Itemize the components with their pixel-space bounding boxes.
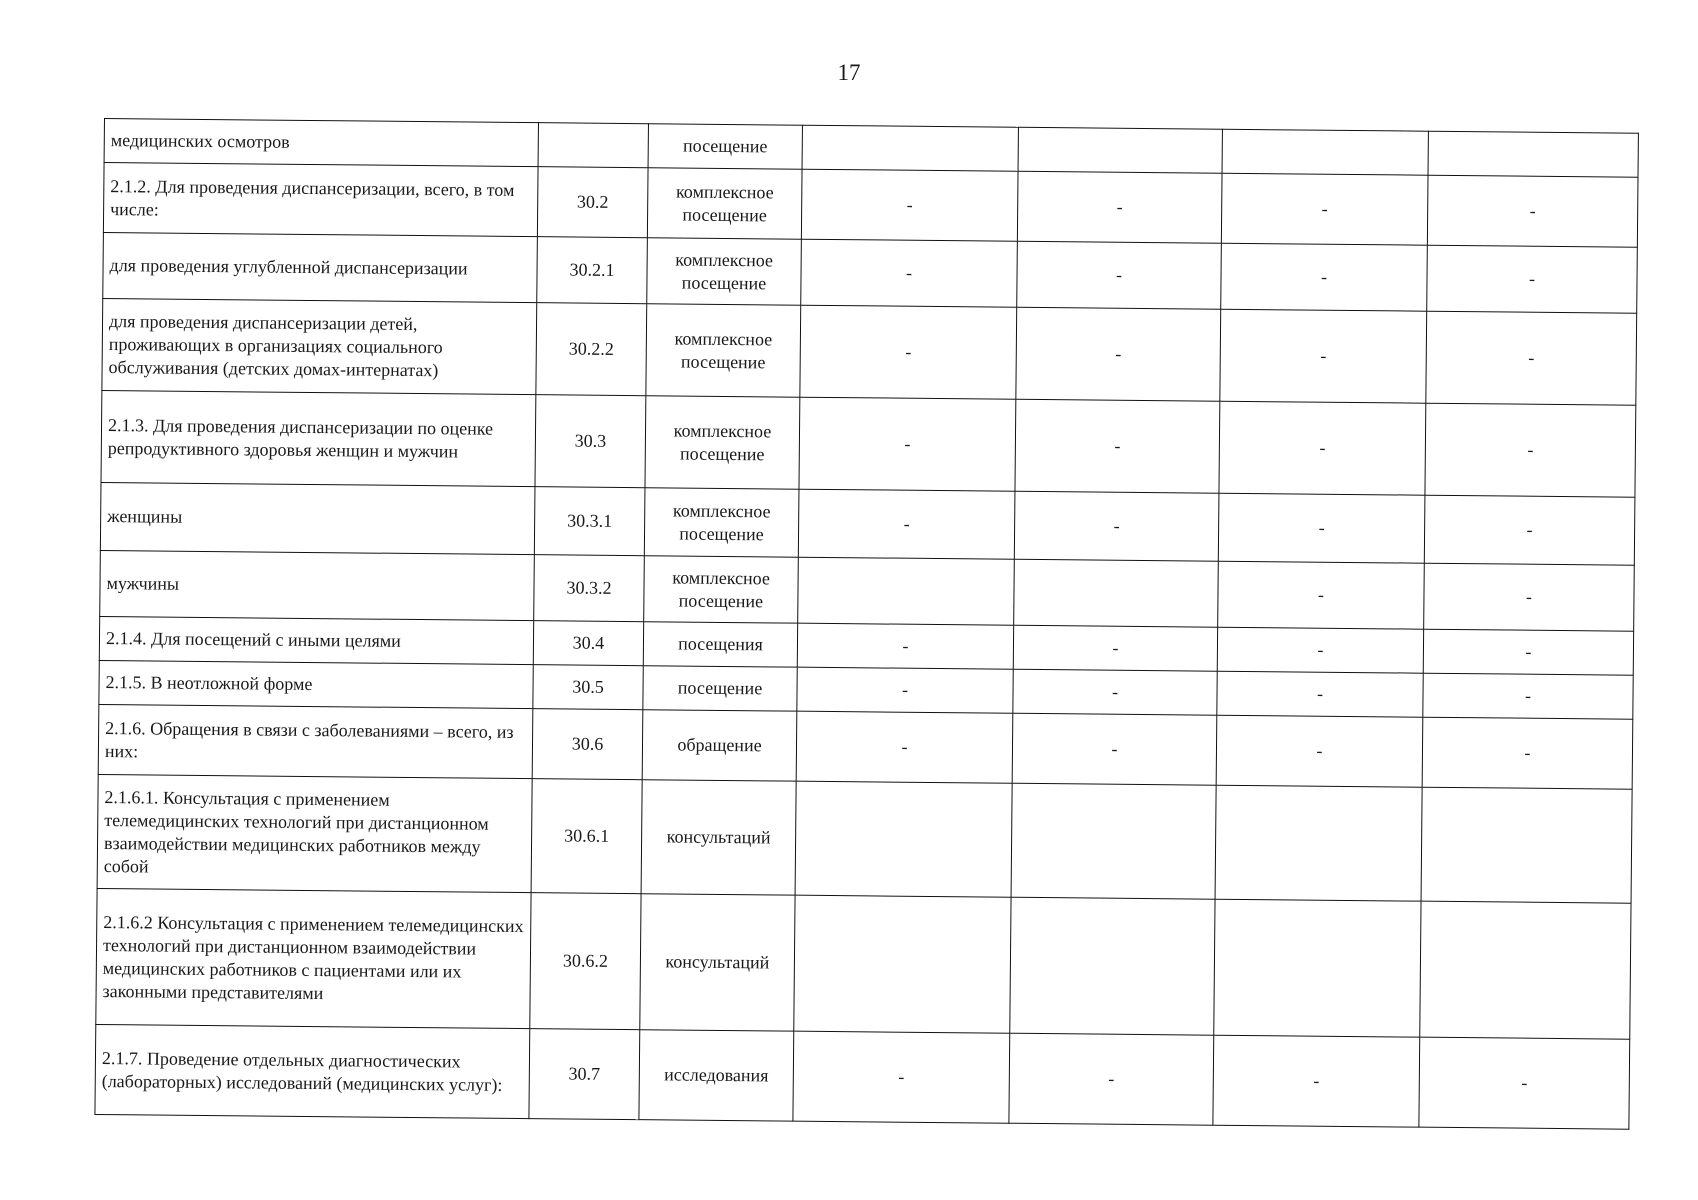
value-cell: - [1424,495,1635,565]
row-code: 30.6 [532,709,643,780]
value-cell [802,125,1018,171]
row-code: 30.4 [533,621,643,666]
row-label: для проведения диспансеризации детей, проживающих в организациях социального обслуживания (детских домах-интернатах) [102,298,537,394]
value-cell: - [1427,175,1638,247]
value-cell: - [1213,1035,1420,1127]
value-cell [1421,787,1632,903]
value-cell: - [799,397,1016,491]
value-cell: - [1218,493,1425,563]
row-label: 2.1.2. Для проведения диспансеризации, всего, в том числе: [103,163,538,237]
value-cell: - [1221,173,1428,245]
value-cell: - [801,169,1018,241]
row-label: 2.1.7. Проведение отдельных диагностических (лабораторных) исследований (медицинских услуг): [95,1024,530,1118]
value-cell: - [1014,491,1219,561]
value-cell: - [793,1031,1010,1123]
row-label: мужчины [100,550,535,620]
table-row [97,774,1632,903]
page-number: 17 [837,60,861,85]
row-code: 30.3.1 [534,487,645,556]
row-unit: исследования [639,1030,794,1121]
value-cell: - [1419,1037,1630,1129]
value-cell [795,781,1012,897]
value-cell: - [1017,171,1222,243]
value-cell [1222,129,1428,175]
table-row [102,298,1637,405]
row-label: 2.1.4. Для посещений с иными целями [99,616,533,664]
value-cell: - [1426,311,1637,405]
value-cell: - [1216,715,1423,787]
row-unit: комплексное посещение [644,488,799,557]
value-cell [1010,897,1215,1035]
value-cell: - [1221,243,1428,311]
row-unit: комплексное посещение [644,556,799,623]
row-unit: обращение [642,710,797,781]
value-cell: - [1422,717,1633,789]
value-cell [1018,127,1222,173]
value-cell [1214,899,1421,1037]
value-cell: - [1424,563,1635,631]
row-label: женщины [100,482,535,554]
row-code: 30.2.2 [536,303,647,396]
row-code: 30.6.2 [530,893,641,1030]
row-code: 30.7 [529,1029,640,1120]
row-label: 2.1.6. Обращения в связи с заболеваниями – всего, из них: [98,704,533,778]
row-unit: посещения [643,622,797,667]
row-unit: консультаций [640,894,795,1031]
value-cell: - [1217,671,1423,717]
row-unit: комплексное посещение [647,238,802,305]
value-cell: - [797,667,1013,713]
value-cell: - [1218,561,1425,629]
value-cell: - [1012,713,1217,785]
row-unit: консультаций [641,780,796,895]
value-cell [1215,785,1422,901]
row-label: медицинских осмотров [104,119,538,167]
value-cell [1014,559,1219,627]
value-cell: - [1423,629,1633,675]
value-cell: - [1427,245,1638,313]
row-unit: комплексное посещение [647,168,802,239]
value-cell: - [1013,625,1217,671]
row-unit: комплексное посещение [646,304,801,397]
row-code: 30.2.1 [537,237,648,304]
row-label: 2.1.5. В неотложной форме [99,660,533,708]
row-label: для проведения углубленной диспансеризации [103,232,538,302]
row-label: 2.1.6.2 Консультация с применением телемедицинских технологий при дистанционном взаимодействии медицинских работников с пациентами или их законными представителями [96,888,531,1028]
value-cell: - [800,305,1017,399]
value-cell [798,557,1015,625]
value-cell: - [1013,669,1217,715]
row-label: 2.1.6.1. Консультация с применением телемедицинских технологий при дистанционном взаимодействии медицинских работников между собой [97,774,532,892]
row-unit: посещение [643,666,797,711]
table-row [96,888,1631,1039]
value-cell: - [798,489,1015,559]
row-label: 2.1.3. Для проведения диспансеризации по оценке репродуктивного здоровья женщин и мужчин [101,390,536,486]
volume-table [94,118,1638,1130]
row-code: 30.6.1 [531,779,642,894]
value-cell [794,895,1011,1033]
value-cell: - [1015,399,1220,493]
table-body [95,119,1638,1130]
value-cell [1011,783,1216,899]
value-cell: - [1017,241,1222,309]
value-cell: - [797,623,1013,669]
row-code: 30.5 [533,665,643,710]
value-cell: - [1423,673,1633,719]
value-cell [1420,901,1631,1039]
row-code: 30.2 [537,167,648,238]
row-code: 30.3.2 [534,555,645,622]
table-row [101,390,1636,497]
row-unit: посещение [648,124,802,169]
table-row [95,1024,1630,1129]
row-code: 30.3 [535,395,646,488]
value-cell: - [1219,401,1426,495]
value-cell: - [801,239,1018,307]
value-cell: - [1220,309,1427,403]
value-cell: - [1016,307,1221,401]
value-cell: - [1425,403,1636,497]
value-cell: - [796,711,1013,783]
value-cell: - [1217,627,1423,673]
value-cell [1428,131,1638,177]
row-unit: комплексное посещение [645,396,800,489]
row-code [538,123,648,168]
value-cell: - [1009,1033,1214,1125]
